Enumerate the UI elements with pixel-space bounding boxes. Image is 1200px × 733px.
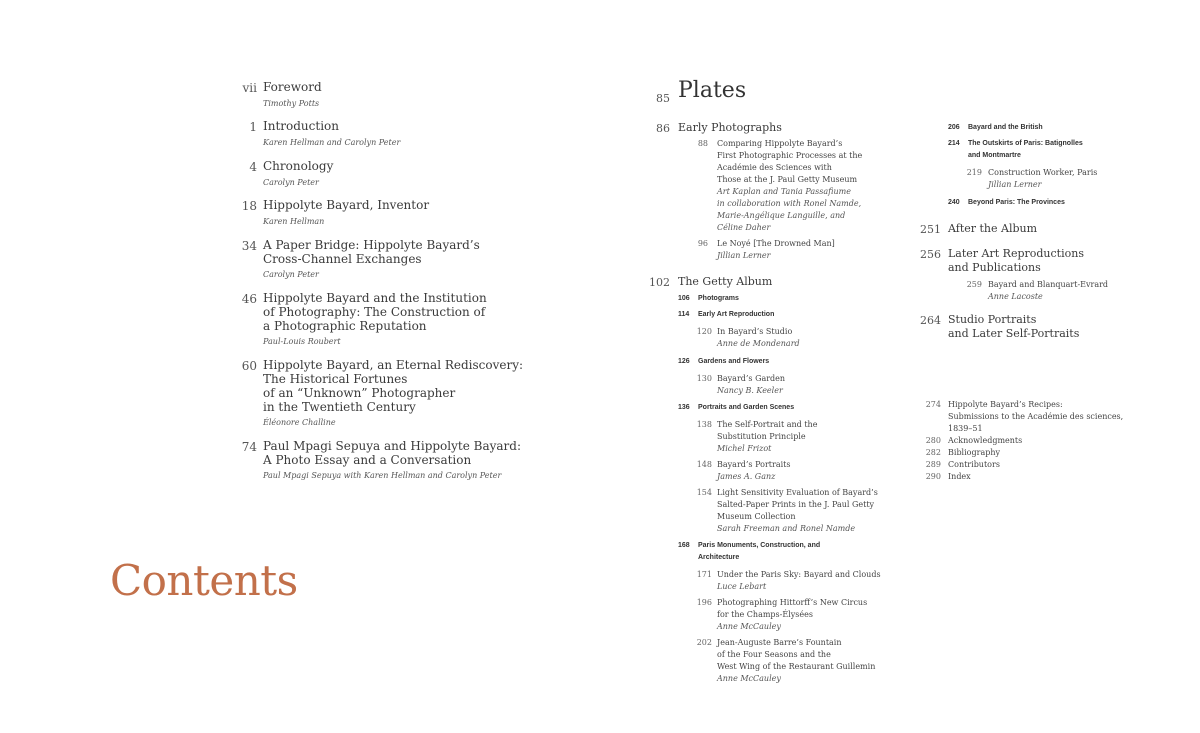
sub-title-line[interactable]: for the Champs-Élysées [717,610,813,619]
sub-title-line[interactable]: First Photographic Processes at the [717,151,863,160]
section-title-line[interactable]: and Publications [948,261,1041,274]
back-matter-item[interactable]: Index [948,472,971,481]
sub-title[interactable]: Construction Worker, Paris [988,168,1098,177]
entry-author: Carolyn Peter [263,270,319,279]
entry-title-line[interactable]: Cross-Channel Exchanges [263,252,422,266]
sub-author: Jillian Lerner [717,251,771,260]
category-title[interactable]: Portraits and Garden Scenes [698,404,795,411]
sub-author: Michel Frizot [717,444,772,453]
section-title-line[interactable]: Studio Portraits [948,313,1037,326]
sub-title-line[interactable]: Académie des Sciences with [717,163,832,172]
sub-author: James A. Ganz [717,472,776,481]
entry-title-line[interactable]: a Photographic Reputation [263,319,427,333]
sub-title-line[interactable]: Museum Collection [717,512,796,521]
sub-title-line[interactable]: Hippolyte Bayard’s Recipes: [948,400,1063,409]
section-page-number: 86 [656,122,670,135]
sub-page-number: 289 [925,460,941,469]
back-matter-item[interactable]: Contributors [948,460,1000,469]
plates-page-number: 85 [656,92,670,105]
section-title-line[interactable]: and Later Self-Portraits [948,327,1080,340]
entry-author: Karen Hellman and Carolyn Peter [263,138,401,147]
sub-author: Anne McCauley [717,674,781,683]
entry-author: Paul Mpagi Sepuya with Karen Hellman and Carolyn Peter [263,471,502,480]
sub-page-number: 290 [925,472,941,481]
sub-page-number: 202 [696,638,712,647]
sub-title-line[interactable]: West Wing of the Restaurant Guillemin [717,662,876,671]
sub-page-number: 96 [697,239,708,248]
entry-title-line[interactable]: of Photography: The Construction of [263,305,486,319]
entry-title-line[interactable]: Hippolyte Bayard and the Institution [263,291,487,305]
sub-author-line: Marie-Angélique Languille, and [717,211,846,220]
section-page-number: 102 [649,276,670,289]
entry-author: Carolyn Peter [263,178,319,187]
sub-title-line[interactable]: Submissions to the Académie des sciences, [948,412,1124,421]
sub-page-number: 130 [696,374,712,383]
sub-author-line: Art Kaplan and Tania Passafiume [717,187,851,196]
section-page-number: 256 [920,248,941,261]
sub-author: Jillian Lerner [988,180,1042,189]
sub-page-number: 154 [696,488,712,497]
section-title[interactable]: The Getty Album [678,275,773,288]
sub-page-number: 171 [696,570,712,579]
entry-page-number: 60 [241,359,257,373]
sub-page-number: 138 [696,420,712,429]
sub-title-line[interactable]: Substitution Principle [717,432,806,441]
sub-page-number: 120 [696,327,712,336]
back-matter-item[interactable]: Acknowledgments [948,436,1023,445]
category-title-line[interactable]: Architecture [698,554,740,561]
sub-page-number: 88 [697,139,708,148]
sub-title[interactable]: Le Noyé [The Drowned Man] [717,239,835,248]
sub-author-line: in collaboration with Ronel Namde, [717,199,862,208]
sub-author: Anne de Mondenard [717,339,800,348]
entry-title-line[interactable]: of an “Unknown” Photographer [263,386,456,400]
entry-title-line[interactable]: Hippolyte Bayard, an Eternal Rediscovery: [263,358,524,372]
sub-title-line[interactable]: 1839–51 [948,424,983,433]
category-title[interactable]: Bayard and the British [968,124,1043,131]
sub-author-line: Céline Daher [717,223,771,232]
entry-author: Timothy Potts [263,99,320,108]
entry-title[interactable]: Introduction [263,119,339,133]
sub-title[interactable]: Bayard’s Portraits [717,460,791,469]
sub-page-number: 274 [925,400,941,409]
entry-title[interactable]: Foreword [263,80,322,94]
entry-page-number: 1 [249,120,257,134]
sub-title[interactable]: Under the Paris Sky: Bayard and Clouds [717,570,881,579]
category-number: 114 [678,311,690,318]
sub-author: Sarah Freeman and Ronel Namde [717,524,856,533]
entry-author: Éléonore Challine [263,418,336,427]
category-number: 206 [948,124,960,131]
sub-page-number: 259 [966,280,982,289]
section-title[interactable]: Early Photographs [678,121,782,134]
sub-title[interactable]: In Bayard’s Studio [717,327,793,336]
category-number: 214 [948,140,960,147]
entry-title-line[interactable]: Paul Mpagi Sepuya and Hippolyte Bayard: [263,439,521,453]
category-title[interactable]: Early Art Reproduction [698,311,775,318]
entry-title[interactable]: Hippolyte Bayard, Inventor [263,198,430,212]
entry-author: Karen Hellman [263,217,325,226]
section-title-line[interactable]: Later Art Reproductions [948,247,1084,260]
sub-title-line[interactable]: Comparing Hippolyte Bayard’s [717,139,843,148]
category-number: 240 [948,199,960,206]
sub-page-number: 148 [696,460,712,469]
sub-title-line[interactable]: Light Sensitivity Evaluation of Bayard’s [717,488,878,497]
entry-author: Paul-Louis Roubert [263,337,341,346]
sub-title[interactable]: Bayard and Blanquart-Evrard [988,280,1109,289]
sub-title-line[interactable]: Photographing Hittorff’s New Circus [717,598,868,607]
sub-page-number: 282 [925,448,941,457]
sub-title-line[interactable]: Jean-Auguste Barre’s Fountain [717,638,842,647]
sub-author: Anne Lacoste [988,292,1043,301]
section-page-number: 264 [920,314,941,327]
sub-title-line[interactable]: The Self-Portrait and the [717,420,818,429]
category-title[interactable]: Beyond Paris: The Provinces [968,199,1065,206]
back-matter-item[interactable]: Bibliography [948,448,1000,457]
plates-heading[interactable]: Plates [678,78,747,103]
entry-title[interactable]: Chronology [263,159,334,173]
entry-title-line[interactable]: The Historical Fortunes [263,372,408,386]
category-number: 136 [678,404,690,411]
category-title[interactable]: Photograms [698,295,739,302]
entry-title-line[interactable]: in the Twentieth Century [263,400,416,414]
sub-author: Luce Lebart [717,582,767,591]
category-title-line[interactable]: and Montmartre [968,152,1021,159]
sub-page-number: 219 [966,168,982,177]
section-title[interactable]: After the Album [948,222,1038,235]
entry-page-number: 18 [241,199,257,213]
entry-page-number: 4 [249,160,257,174]
entry-page-number: 34 [241,239,257,253]
category-number: 126 [678,358,690,365]
sub-title-line[interactable]: Salted-Paper Prints in the J. Paul Getty [717,500,875,509]
sub-page-number: 196 [696,598,712,607]
sub-title-line[interactable]: of the Four Seasons and the [717,650,831,659]
category-number: 106 [678,295,690,302]
sub-author: Nancy B. Keeler [717,386,783,395]
entry-page-number: 74 [241,440,257,454]
entry-title-line[interactable]: A Photo Essay and a Conversation [263,453,472,467]
sub-page-number: 280 [925,436,941,445]
sub-title[interactable]: Bayard’s Garden [717,374,786,383]
category-title-line[interactable]: The Outskirts of Paris: Batignolles [968,140,1083,147]
entry-page-number: 46 [241,292,257,306]
page-title: Contents [110,556,298,605]
entry-title-line[interactable]: A Paper Bridge: Hippolyte Bayard’s [263,238,480,252]
entry-page-number: vii [242,81,257,95]
category-title-line[interactable]: Paris Monuments, Construction, and [698,542,821,549]
category-title[interactable]: Gardens and Flowers [698,358,770,365]
sub-title-line[interactable]: Those at the J. Paul Getty Museum [717,175,858,184]
sub-author: Anne McCauley [717,622,781,631]
section-page-number: 251 [920,223,941,236]
category-number: 168 [678,542,690,549]
